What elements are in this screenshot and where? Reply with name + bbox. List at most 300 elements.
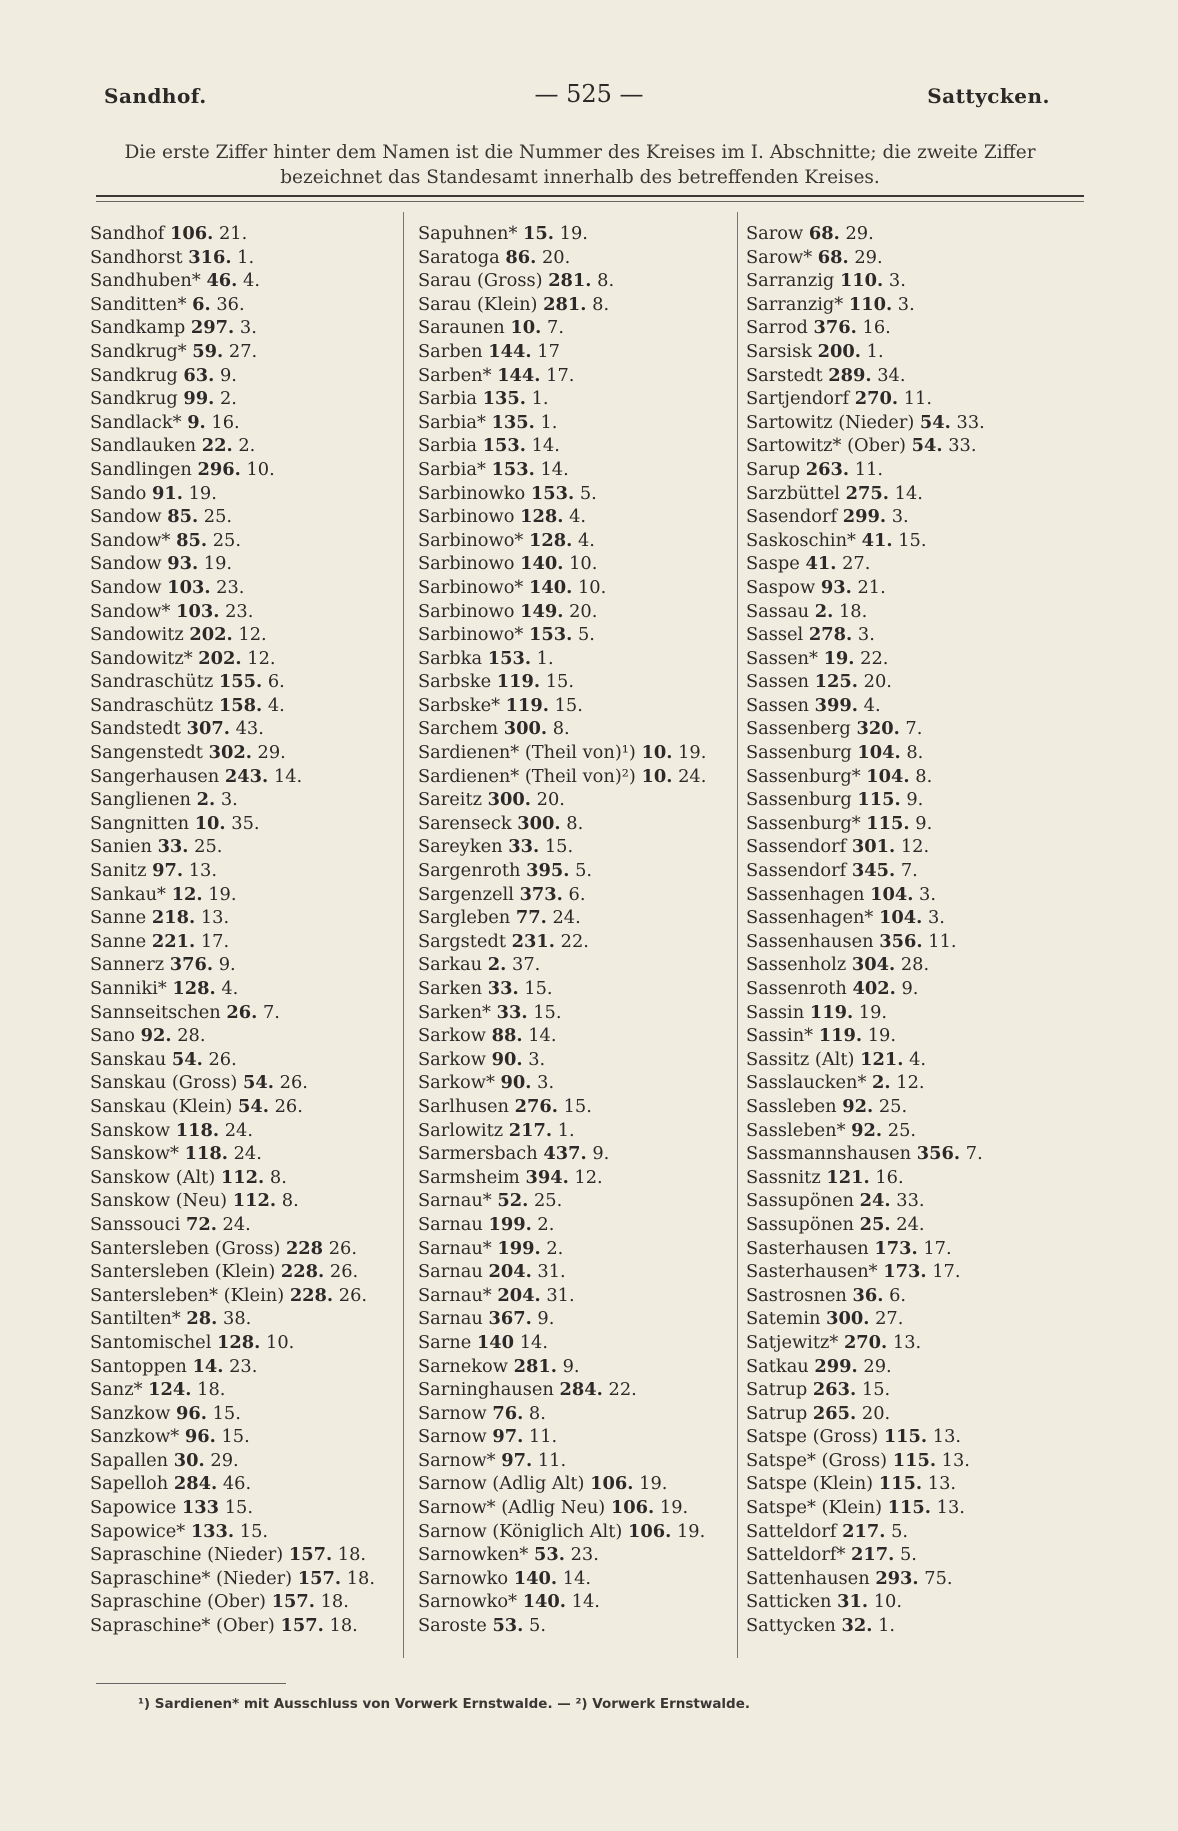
index-entry [90, 1237, 375, 1261]
index-entry [746, 1496, 985, 1520]
standesamt-number: 26. [338, 1284, 368, 1306]
place-name: Sarnau [418, 1213, 483, 1235]
kreis-number: 112. [232, 1190, 277, 1212]
index-entry [746, 1095, 985, 1119]
standesamt-number: 19. [659, 1497, 689, 1519]
standesamt-number: 1. [237, 246, 255, 268]
standesamt-number: 8. [566, 812, 584, 834]
place-name: Sassleben [746, 1095, 837, 1117]
standesamt-number: 1. [540, 411, 558, 433]
standesamt-number: 4. [577, 529, 595, 551]
index-entry [90, 364, 375, 388]
index-entry [90, 411, 375, 435]
place-name: Sandkrug [90, 388, 178, 410]
place-name: Sanditten* [90, 293, 187, 315]
kreis-number: 153. [491, 458, 535, 480]
kreis-number: 289. [828, 364, 872, 386]
standesamt-number: 18. [337, 1544, 367, 1566]
index-entry [418, 316, 706, 340]
standesamt-number: 18. [346, 1567, 375, 1589]
place-name: Sandlingen [90, 458, 192, 480]
index-entry [418, 434, 706, 458]
kreis-number: 173. [883, 1261, 927, 1283]
place-name: Sanskow (Alt) [90, 1166, 216, 1188]
place-name: Sartjendorf [746, 388, 850, 410]
index-entry [418, 387, 706, 411]
place-name: Sattycken [746, 1615, 836, 1637]
kreis-number: 10. [641, 742, 673, 764]
place-name: Sanniki* [90, 978, 167, 999]
kreis-number: 68. [817, 246, 849, 268]
index-entry [90, 1213, 375, 1237]
place-name: Sassleben* [746, 1119, 846, 1141]
standesamt-number: 27. [875, 1308, 904, 1330]
standesamt-number: 3. [927, 907, 945, 929]
kreis-number: 300. [826, 1308, 870, 1330]
index-entry [746, 647, 985, 671]
kreis-number: 106. [590, 1473, 634, 1495]
index-entry [90, 977, 375, 1001]
place-name: Sapowice [90, 1497, 177, 1519]
index-entry [90, 765, 375, 789]
place-name: Sandstedt [90, 718, 181, 740]
kreis-number: 263. [812, 1379, 857, 1401]
standesamt-number: 17. [923, 1237, 952, 1259]
place-name: Santoppen [90, 1355, 187, 1377]
standesamt-number: 21. [857, 576, 886, 598]
kreis-number: 276. [514, 1095, 558, 1117]
kreis-number: 217. [508, 1119, 553, 1141]
standesamt-number: 24. [222, 1213, 251, 1235]
standesamt-number: 8. [915, 765, 933, 787]
index-entry [418, 859, 706, 883]
kreis-number: 76. [492, 1402, 524, 1424]
standesamt-number: 4. [267, 694, 285, 716]
kreis-number: 173. [874, 1237, 918, 1259]
standesamt-number: 38. [223, 1308, 252, 1330]
standesamt-number: 15. [221, 1426, 250, 1448]
place-name: Sangenstedt [90, 742, 203, 764]
kreis-number: 128. [520, 506, 564, 528]
index-entry [746, 835, 985, 859]
standesamt-number: 25. [887, 1119, 917, 1141]
index-entry [746, 482, 985, 506]
kreis-number: 228. [289, 1284, 334, 1306]
place-name: Santersleben* (Klein) [90, 1284, 285, 1306]
footnote: ¹) Sardienen* mit Ausschluss von Vorwerk Ernstwalde. — ²) Vorwerk Ernstwalde. [138, 1696, 751, 1712]
standesamt-number: 1. [531, 388, 549, 410]
place-name: Satrup [746, 1379, 808, 1401]
place-name: Sandowitz* [90, 647, 193, 669]
kreis-number: 26. [226, 1001, 258, 1023]
standesamt-number: 18. [320, 1591, 349, 1613]
index-entry [746, 1449, 985, 1473]
standesamt-number: 4. [863, 694, 881, 716]
index-entry [418, 1543, 706, 1567]
standesamt-number: 29. [210, 1449, 239, 1471]
standesamt-number: 13. [941, 1449, 970, 1471]
index-entry [90, 482, 375, 506]
place-name: Sargenroth [418, 860, 521, 882]
standesamt-number: 19. [867, 1025, 896, 1047]
place-name: Santilten* [90, 1308, 181, 1330]
place-name: Satspe* (Gross) [746, 1449, 888, 1471]
index-entry [90, 1024, 375, 1048]
standesamt-number: 3. [897, 293, 915, 315]
place-name: Sandow* [90, 600, 171, 622]
place-name: Sarup [746, 458, 801, 480]
kreis-number: 33. [496, 1001, 528, 1023]
place-name: Sangerhausen [90, 765, 220, 787]
index-entry [746, 788, 985, 812]
standesamt-number: 5. [891, 1520, 909, 1542]
place-name: Sandkrug* [90, 340, 187, 362]
kreis-number: 217. [842, 1520, 886, 1542]
standesamt-number: 20. [536, 789, 565, 811]
place-name: Sassen [746, 671, 810, 693]
standesamt-number: 24. [224, 1119, 253, 1141]
kreis-number: 30. [173, 1449, 205, 1471]
index-entry [90, 1284, 375, 1308]
place-name: Sarbia* [418, 411, 486, 433]
kreis-number: 228. [280, 1261, 325, 1283]
standesamt-number: 11. [854, 458, 884, 480]
standesamt-number: 3. [528, 1048, 546, 1070]
place-name: Sassupönen [746, 1190, 854, 1212]
index-entry [90, 647, 375, 671]
standesamt-number: 13. [932, 1426, 962, 1448]
kreis-number: 93. [167, 553, 199, 575]
place-name: Sandraschütz [90, 694, 214, 716]
place-name: Sarnekow [418, 1355, 508, 1377]
standesamt-number: 23. [225, 600, 254, 622]
index-entry [90, 1095, 375, 1119]
index-entry [418, 293, 706, 317]
place-name: Sapraschine* (Ober) [90, 1615, 275, 1637]
standesamt-number: 5. [577, 624, 595, 646]
standesamt-number: 26. [279, 1072, 308, 1094]
index-entry [746, 387, 985, 411]
index-entry [90, 623, 375, 647]
index-entry [418, 953, 706, 977]
standesamt-number: 27. [842, 553, 871, 575]
kreis-number: 128. [528, 529, 573, 551]
kreis-number: 6. [192, 293, 211, 315]
index-entry [418, 269, 706, 293]
kreis-number: 106. [610, 1497, 655, 1519]
standesamt-number: 7. [905, 718, 923, 740]
standesamt-number: 20. [569, 600, 598, 622]
index-entry [418, 1213, 706, 1237]
index-entry [90, 1189, 375, 1213]
kreis-number: 115. [857, 789, 901, 811]
index-entry [90, 953, 375, 977]
index-entry [90, 883, 375, 907]
running-head-left: Sandhof. [104, 84, 207, 108]
place-name: Satjewitz* [746, 1331, 839, 1353]
standesamt-number: 15. [544, 836, 574, 858]
kreis-number: 112. [220, 1166, 265, 1188]
place-name: Sasslaucken* [746, 1072, 867, 1094]
standesamt-number: 12. [574, 1166, 603, 1188]
kreis-number: 140. [522, 1591, 566, 1613]
place-name: Sarmsheim [418, 1166, 520, 1188]
kreis-number: 157. [297, 1567, 342, 1589]
standesamt-number: 15. [554, 694, 583, 716]
index-entry [746, 1260, 985, 1284]
index-entry [746, 411, 985, 435]
standesamt-number: 19. [203, 553, 233, 575]
kreis-number: 10. [641, 765, 673, 787]
standesamt-number: 7. [900, 860, 918, 882]
place-name: Saspow [746, 576, 816, 598]
index-entry [746, 1048, 985, 1072]
place-name: Sarnau* [418, 1284, 492, 1306]
standesamt-number: 9. [562, 1355, 580, 1377]
place-name: Sapallen [90, 1449, 169, 1471]
standesamt-number: 9. [915, 812, 933, 834]
place-name: Sarbinowo [418, 600, 515, 622]
kreis-number: 97. [492, 1426, 524, 1448]
standesamt-number: 14. [571, 1591, 600, 1613]
place-name: Sarchem [418, 718, 499, 740]
kreis-number: 200. [817, 340, 861, 362]
kreis-number: 10. [510, 317, 542, 339]
kreis-number: 119. [496, 671, 541, 693]
place-name: Sasendorf [746, 506, 838, 528]
place-name: Sarnau* [418, 1237, 492, 1259]
kreis-number: 128. [217, 1331, 261, 1353]
place-name: Sapelloh [90, 1473, 169, 1495]
place-name: Sandraschütz [90, 671, 214, 693]
kreis-number: 54. [911, 435, 943, 457]
standesamt-number: 24. [678, 765, 707, 787]
standesamt-number: 33. [956, 411, 985, 433]
standesamt-number: 19. [676, 1520, 706, 1542]
place-name: Sarbinowo [418, 553, 515, 575]
place-name: Sassenhagen [746, 883, 865, 905]
kreis-number: 110. [848, 293, 893, 315]
index-entry [90, 1001, 375, 1025]
place-name: Sandkrug [90, 364, 178, 386]
place-name: Sassnitz [746, 1166, 821, 1188]
index-entry [90, 269, 375, 293]
kreis-number: 22. [201, 435, 233, 457]
index-entry [90, 1567, 375, 1591]
index-entry [746, 1472, 985, 1496]
place-name: Sarninghausen [418, 1379, 554, 1401]
kreis-number: 307. [186, 718, 230, 740]
kreis-number: 284. [173, 1473, 218, 1495]
index-entry [746, 1189, 985, 1213]
place-name: Satemin [746, 1308, 821, 1330]
standesamt-number: 1. [866, 340, 884, 362]
standesamt-number: 17. [932, 1261, 961, 1283]
index-entry [746, 1237, 985, 1261]
index-entry [418, 906, 706, 930]
place-name: Sarbinowo [418, 506, 515, 528]
index-entry [418, 1048, 706, 1072]
place-name: Sassin [746, 1001, 805, 1023]
index-entry [90, 1378, 375, 1402]
index-entry [418, 1520, 706, 1544]
standesamt-number: 6. [568, 883, 586, 905]
kreis-number: 402. [852, 978, 896, 999]
page-number: — 525 — [534, 80, 644, 108]
index-entry [746, 576, 985, 600]
kreis-number: 85. [176, 529, 208, 551]
kreis-number: 157. [288, 1544, 333, 1566]
index-entry [90, 859, 375, 883]
standesamt-number: 2. [537, 1213, 555, 1235]
standesamt-number: 15. [861, 1379, 891, 1401]
place-name: Sassenburg [746, 789, 852, 811]
index-entry [90, 600, 375, 624]
index-entry [746, 930, 985, 954]
kreis-number: 395. [526, 860, 570, 882]
standesamt-number: 1. [536, 647, 554, 669]
place-name: Sangnitten [90, 812, 190, 834]
standesamt-number: 6. [889, 1284, 907, 1306]
standesamt-number: 15. [545, 671, 574, 693]
index-entry [746, 293, 985, 317]
kreis-number: 33. [487, 978, 519, 999]
place-name: Sassmannshausen [746, 1143, 912, 1165]
kreis-number: 88. [491, 1025, 523, 1047]
kreis-number: 144. [497, 364, 541, 386]
place-name: Sassenhausen [746, 930, 874, 952]
place-name: Sarnowko* [418, 1591, 518, 1613]
kreis-number: 41. [861, 529, 893, 551]
place-name: Sandkamp [90, 317, 186, 339]
standesamt-number: 3. [537, 1072, 555, 1094]
standesamt-number: 10. [266, 1331, 295, 1353]
kreis-number: 316. [188, 246, 232, 268]
place-name: Sannseitschen [90, 1001, 221, 1023]
kreis-number: 33. [157, 836, 189, 858]
place-name: Sarnau [418, 1261, 483, 1283]
standesamt-number: 12. [238, 624, 267, 646]
index-entry [746, 222, 985, 246]
kreis-number: 345. [851, 860, 896, 882]
standesamt-number: 12. [900, 836, 930, 858]
kreis-number: 140. [520, 553, 564, 575]
place-name: Sarbske* [418, 694, 500, 716]
standesamt-number: 15. [533, 1001, 562, 1023]
place-name: Sandowitz [90, 624, 184, 646]
standesamt-number: 24. [552, 907, 581, 929]
kreis-number: 199. [497, 1237, 541, 1259]
standesamt-number: 8. [552, 718, 570, 740]
kreis-number: 119. [818, 1025, 863, 1047]
standesamt-number: 2. [238, 435, 256, 457]
index-entry [90, 717, 375, 741]
index-entry [746, 1213, 985, 1237]
index-entry [418, 1260, 706, 1284]
kreis-number: 115. [892, 1449, 937, 1471]
standesamt-number: 7. [965, 1143, 983, 1165]
place-name: Sarnow* (Adlig Neu) [418, 1497, 606, 1519]
standesamt-number: 13. [927, 1473, 957, 1495]
standesamt-number: 18. [197, 1379, 226, 1401]
place-name: Sanssouci [90, 1213, 181, 1235]
index-entry [418, 529, 706, 553]
kreis-number: 437. [543, 1143, 587, 1165]
place-name: Sassenburg [746, 742, 852, 764]
kreis-number: 356. [879, 930, 923, 952]
standesamt-number: 4. [909, 1048, 927, 1070]
standesamt-number: 13. [188, 860, 217, 882]
standesamt-number: 31. [546, 1284, 575, 1306]
standesamt-number: 43. [235, 718, 264, 740]
place-name: Sassendorf [746, 860, 847, 882]
kreis-number: 158. [218, 694, 263, 716]
kreis-number: 97. [501, 1449, 533, 1471]
index-entry [418, 1284, 706, 1308]
place-name: Sassendorf [746, 836, 847, 858]
standesamt-number: 3. [919, 883, 937, 905]
place-name: Sassen* [746, 647, 818, 669]
index-entry [418, 741, 706, 765]
standesamt-number: 21. [218, 223, 248, 244]
kreis-number: 103. [176, 600, 220, 622]
index-column-1 [90, 222, 375, 1638]
standesamt-number: 4. [243, 270, 260, 292]
index-entry [90, 741, 375, 765]
index-entry [90, 670, 375, 694]
index-entry [418, 482, 706, 506]
place-name: Sardienen* (Theil von)¹) [418, 742, 636, 764]
index-entry [418, 647, 706, 671]
kreis-number: 90. [491, 1048, 523, 1070]
kreis-number: 14. [192, 1355, 224, 1377]
standesamt-number: 1. [557, 1119, 575, 1141]
standesamt-number: 18. [329, 1615, 358, 1637]
kreis-number: 121. [860, 1048, 904, 1070]
kreis-number: 53. [533, 1544, 565, 1566]
place-name: Sargenzell [418, 883, 514, 905]
standesamt-number: 5. [579, 482, 597, 504]
place-name: Sargstedt [418, 930, 506, 952]
kreis-number: 59. [192, 340, 224, 362]
standesamt-number: 11. [928, 930, 957, 952]
place-name: Sarau (Klein) [418, 293, 538, 315]
kreis-number: 54. [171, 1048, 203, 1070]
kreis-number: 19. [823, 647, 855, 669]
standesamt-number: 35. [231, 812, 260, 834]
kreis-number: 2. [814, 600, 834, 622]
index-entry [90, 340, 375, 364]
kreis-number: 299. [814, 1355, 858, 1377]
standesamt-number: 3. [239, 317, 257, 339]
standesamt-number: 29. [845, 223, 874, 244]
place-name: Sanitz [90, 860, 147, 882]
kreis-number: 97. [152, 860, 184, 882]
standesamt-number: 9. [592, 1143, 610, 1165]
standesamt-number: 31. [537, 1261, 566, 1283]
index-entry [418, 1355, 706, 1379]
standesamt-number: 2. [219, 388, 237, 410]
index-entry [90, 316, 375, 340]
index-entry [746, 1166, 985, 1190]
index-entry [418, 694, 706, 718]
kreis-number: 104. [870, 883, 914, 905]
footnote-rule [96, 1683, 286, 1684]
index-entry [418, 1307, 706, 1331]
standesamt-number: 3. [220, 789, 238, 811]
place-name: Sarnow [418, 1402, 487, 1424]
kreis-number: 96. [184, 1426, 216, 1448]
